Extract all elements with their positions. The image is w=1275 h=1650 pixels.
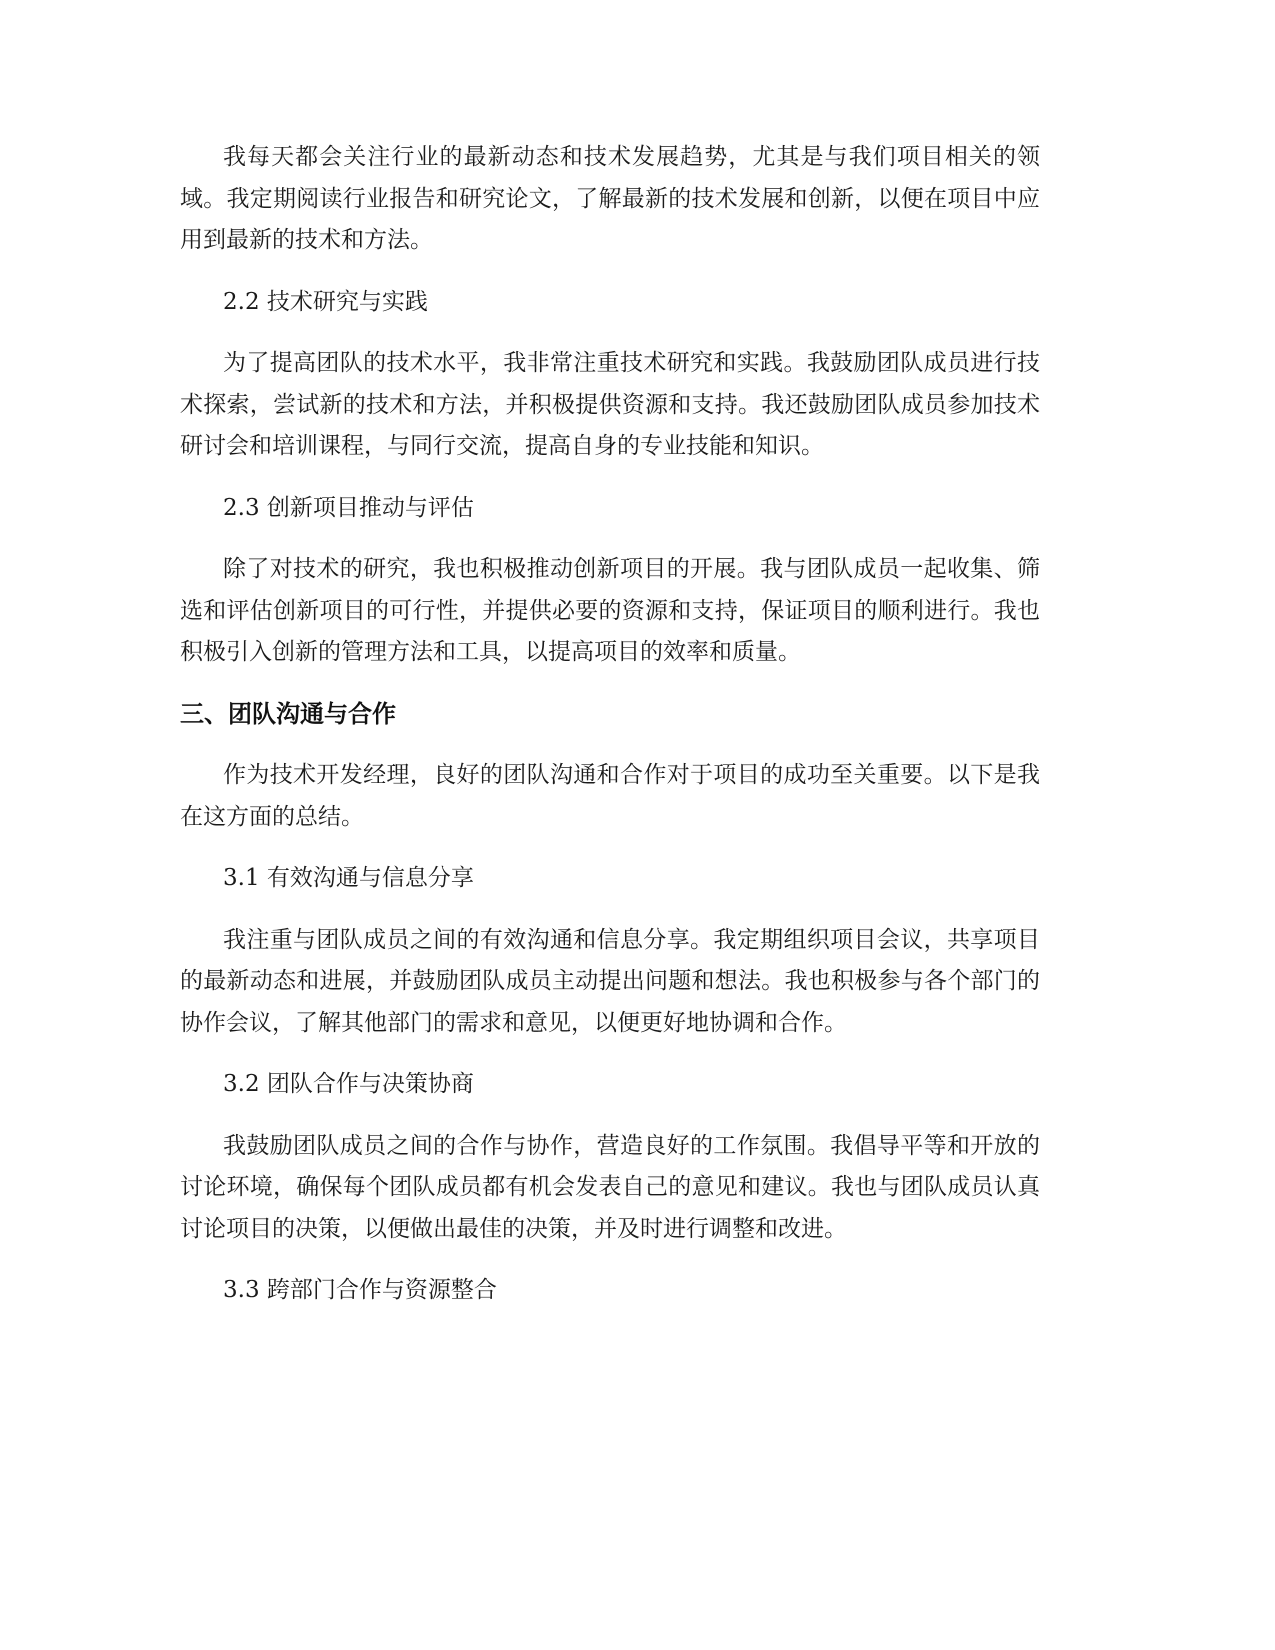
subheading-3-3: 3.3 跨部门合作与资源整合 [223, 1277, 497, 1303]
paragraph-industry-trends: 我每天都会关注行业的最新动态和技术发展趋势，尤其是与我们项目相关的领域。我定期阅读行业报告和研究论文，了解最新的技术发展和创新，以便在项目中应用到最新的技术和方法。 [180, 144, 1040, 253]
paragraph-team-intro: 作为技术开发经理，良好的团队沟通和合作对于项目的成功至关重要。以下是我在这方面的总结。 [180, 762, 1040, 830]
subheading-2-2: 2.2 技术研究与实践 [223, 288, 428, 315]
subheading-3-2: 3.2 团队合作与决策协商 [223, 1071, 474, 1097]
section-heading-3: 三、团队沟通与合作 [180, 699, 396, 728]
paragraph-collaboration: 我鼓励团队成员之间的合作与协作，营造良好的工作氛围。我倡导平等和开放的讨论环境，确保每个团队成员都有机会发表自己的意见和建议。我也与团队成员认真讨论项目的决策，以便做出最佳的决策，并及时进行调整和改进。 [180, 1132, 1040, 1242]
subheading-2-3: 2.3 创新项目推动与评估 [223, 494, 474, 521]
paragraph-communication: 我注重与团队成员之间的有效沟通和信息分享。我定期组织项目会议，共享项目的最新动态和进展，并鼓励团队成员主动提出问题和想法。我也积极参与各个部门的协作会议，了解其他部门的需求和意见，以便更好地协调和合作。 [180, 926, 1040, 1036]
paragraph-tech-research: 为了提高团队的技术水平，我非常注重技术研究和实践。我鼓励团队成员进行技术探索，尝试新的技术和方法，并积极提供资源和支持。我还鼓励团队成员参加技术研讨会和培训课程，与同行交流，提高自身的专业技能和知识。 [180, 350, 1040, 459]
paragraph-innovation-projects: 除了对技术的研究，我也积极推动创新项目的开展。我与团队成员一起收集、筛选和评估创新项目的可行性，并提供必要的资源和支持，保证项目的顺利进行。我也积极引入创新的管理方法和工具，以提高项目的效率和质量。 [180, 556, 1040, 665]
document-body [180, 137, 1040, 1332]
subheading-3-1: 3.1 有效沟通与信息分享 [223, 865, 474, 891]
